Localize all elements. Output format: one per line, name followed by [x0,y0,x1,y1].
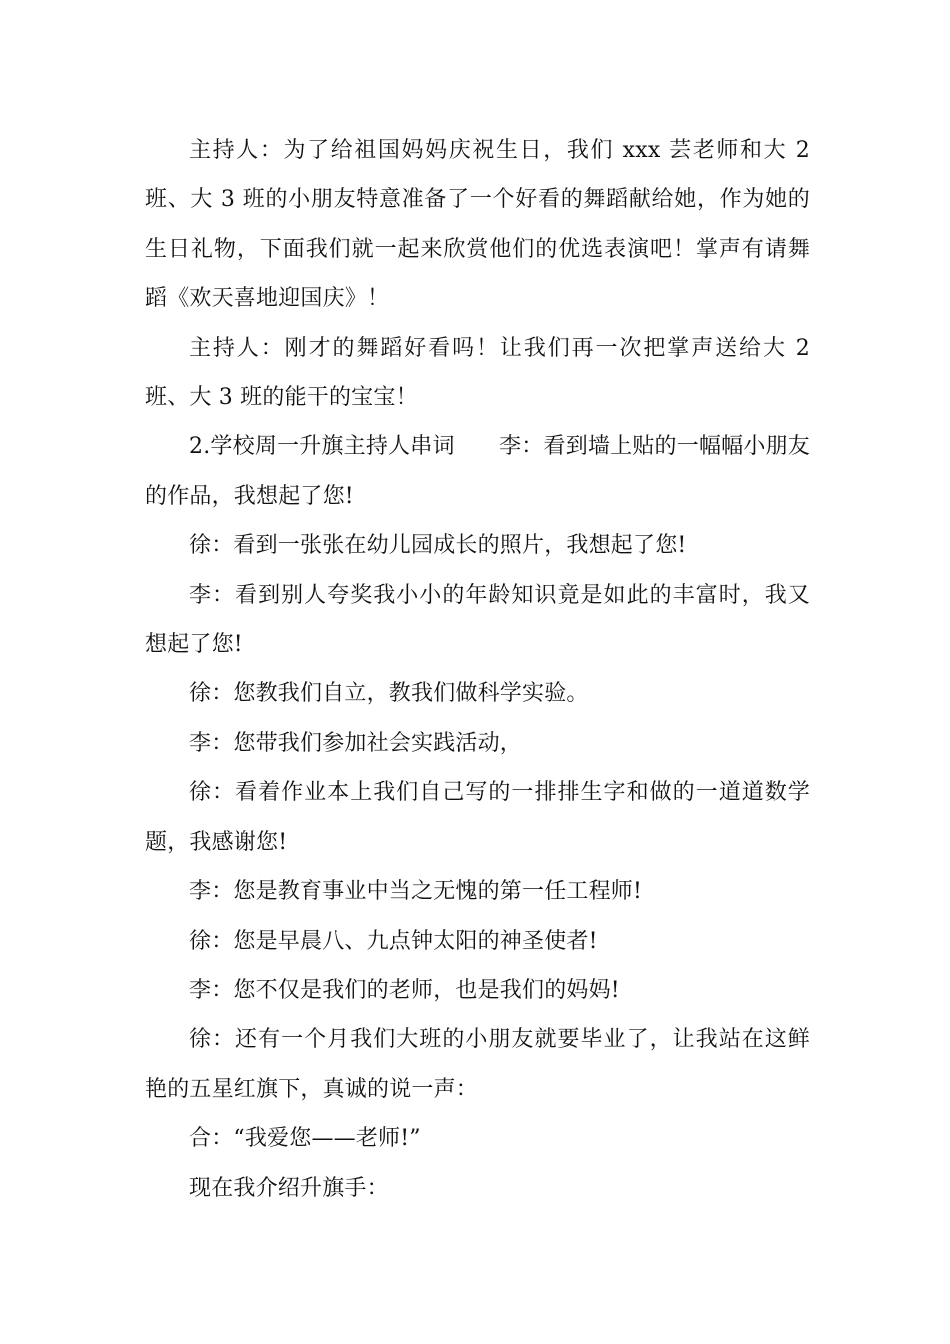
paragraph-dialogue: 李：您带我们参加社会实践活动， [189,730,523,756]
paragraph-dialogue: 徐：看到一张张在幼儿园成长的照片，我想起了您! [189,533,687,559]
paragraph-chorus: 合：“我爱您——老师!” [189,1126,421,1152]
paragraph-dialogue: 徐：您教我们自立，教我们做科学实验。 [189,681,589,707]
paragraph-host-applause: 主持人：刚才的舞蹈好看吗！让我们再一次把掌声送给大 2 班、大 3 班的能干的宝宝！ [145,335,810,411]
paragraph-flag-bearer-intro: 现在我介绍升旗手： [189,1175,389,1201]
paragraph-dialogue: 徐：您是早晨八、九点钟太阳的神圣使者! [189,928,598,954]
paragraph-dialogue: 徐：还有一个月我们大班的小朋友就要毕业了，让我站在这鲜艳的五星红旗下，真诚的说一声： [145,1027,810,1102]
paragraph-dialogue: 李：您不仅是我们的老师，也是我们的妈妈! [189,977,620,1003]
paragraph-dialogue: 李：看到别人夸奖我小小的年龄知识竟是如此的丰富时，我又想起了您! [145,582,810,658]
paragraph-section-heading: 2.学校周一升旗主持人串词 李：看到墙上贴的一幅幅小朋友的作品，我想起了您! [145,434,810,509]
document-body [145,126,810,1213]
paragraph-dialogue: 李：您是教育事业中当之无愧的第一任工程师! [189,879,643,905]
paragraph-dialogue: 徐：看着作业本上我们自己写的一排排生字和做的一道道数学题，我感谢您! [145,780,810,855]
paragraph-host-intro: 主持人：为了给祖国妈妈庆祝生日，我们 xxx 芸老师和大 2 班、大 3 班的小朋友特意准备了一个好看的舞蹈献给她，作为她的生日礼物，下面我们就一起来欣赏他们的优选表演吧！掌声有请舞蹈《欢天喜地迎国庆》！ [145,138,810,312]
